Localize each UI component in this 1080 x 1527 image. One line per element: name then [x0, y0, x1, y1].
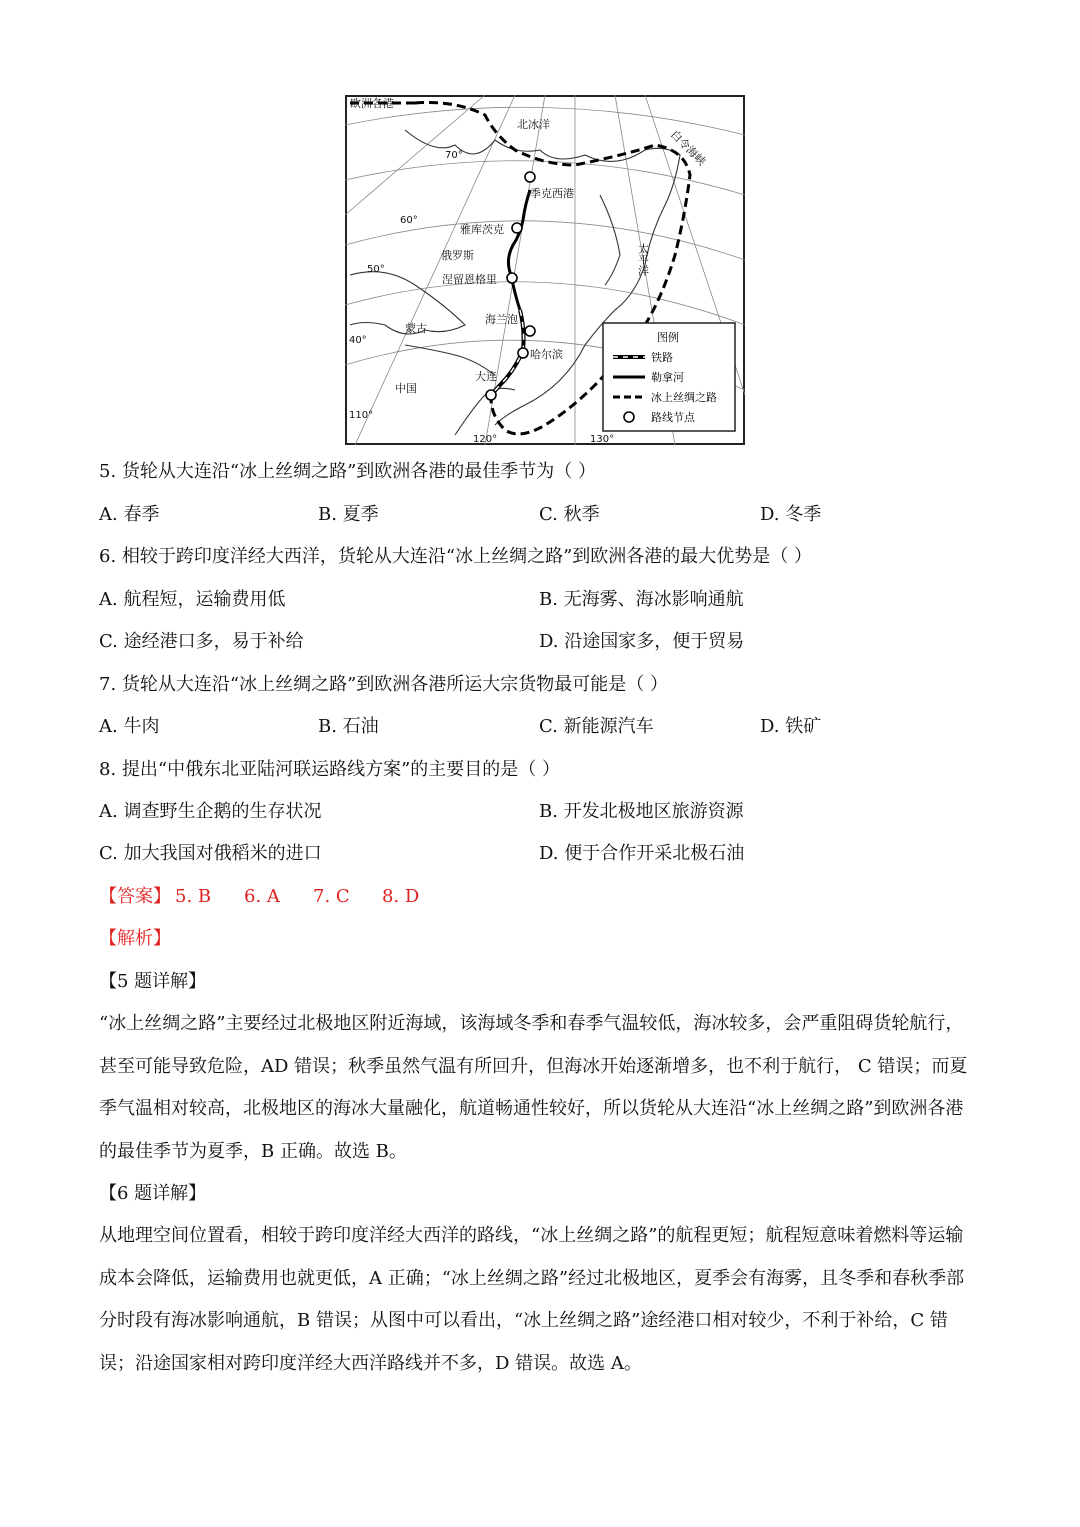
label-bering-strait: 白令海峡	[667, 127, 709, 169]
q8-option-d: D. 便于合作开采北极石油	[539, 843, 745, 864]
label-yakutsk: 雅库茨克	[460, 223, 504, 236]
label-mongolia: 蒙古	[405, 322, 427, 335]
map-legend	[603, 323, 735, 431]
answer-7: 7. C	[313, 886, 350, 907]
question-5-stem: 5. 货轮从大连沿“冰上丝绸之路”到欧洲各港的最佳季节为（ ）	[99, 461, 597, 482]
lon-120: 120°	[473, 434, 498, 445]
node-sabetta	[525, 172, 535, 182]
q6-option-d: D. 沿途国家多，便于贸易	[539, 631, 745, 652]
label-europe-ports: 欧洲各港	[350, 97, 394, 110]
lat-50: 50°	[367, 264, 385, 275]
question-8-stem: 8. 提出“中俄东北亚陆河联运路线方案”的主要目的是（ ）	[99, 759, 561, 780]
legend-ice-road: 冰上丝绸之路	[651, 391, 717, 404]
label-hailar: 海兰泡	[485, 313, 518, 326]
answer-5: 5. B	[175, 886, 212, 907]
detail-6-text: 从地理空间位置看，相较于跨印度洋经大西洋的路线，“冰上丝绸之路”的航程更短；航程短意味着燃料等运输成本会降低，运输费用也就更低，A 正确；“冰上丝绸之路”经过北极地区，夏季会有海雾，且冬季和春秋季部分时段有海冰影响通航，B 错误；从图中可以看出，“冰上丝绸之路”途经港口相对较少，不利于补给，C 错误；沿途国家相对跨印度洋经大西洋路线并不多，D 错误。故选 A。	[99, 1225, 965, 1374]
q6-option-a: A. 航程短，运输费用低	[99, 589, 286, 610]
legend-railway: 铁路	[651, 351, 673, 364]
q5-option-b: B. 夏季	[318, 504, 379, 525]
q6-option-b: B. 无海雾、海冰影响通航	[539, 589, 744, 610]
label-china: 中国	[395, 382, 417, 395]
lat-60: 60°	[400, 215, 418, 226]
legend-lena: 勒拿河	[651, 371, 684, 384]
legend-node: 路线节点	[651, 411, 695, 424]
q8-option-c: C. 加大我国对俄稻米的进口	[99, 843, 322, 864]
answer-6: 6. A	[244, 886, 280, 907]
detail-6-heading: 【6 题详解】	[99, 1183, 207, 1204]
label-dalian: 大连	[475, 370, 497, 383]
q5-option-d: D. 冬季	[760, 504, 822, 525]
q7-option-a: A. 牛肉	[99, 716, 160, 737]
answer-8: 8. D	[382, 886, 420, 907]
label-pacific: 太平洋	[636, 243, 650, 276]
label-harbin: 哈尔滨	[530, 348, 563, 361]
q7-option-d: D. 铁矿	[760, 716, 822, 737]
q8-option-b: B. 开发北极地区旅游资源	[539, 801, 744, 822]
lat-40: 40°	[349, 335, 367, 346]
label-sabetta: 季克西港	[530, 187, 574, 200]
lon-110: 110°	[349, 410, 374, 421]
q5-option-a: A. 春季	[99, 504, 160, 525]
label-arctic-ocean: 北冰洋	[517, 118, 550, 131]
q8-option-a: A. 调查野生企鹅的生存状况	[99, 801, 322, 822]
q5-option-c: C. 秋季	[539, 504, 600, 525]
question-6-stem: 6. 相较于跨印度洋经大西洋，货轮从大连沿“冰上丝绸之路”到欧洲各港的最大优势是（ ）	[99, 546, 813, 567]
route-map	[345, 95, 745, 445]
node-hailar	[525, 326, 535, 336]
analysis-label: 【解析】	[99, 928, 171, 949]
q6-option-c: C. 途经港口多，易于补给	[99, 631, 304, 652]
node-yakutsk	[512, 223, 522, 233]
lat-70: 70°	[445, 150, 463, 161]
label-russia: 俄罗斯	[441, 249, 474, 262]
detail-5-heading: 【5 题详解】	[99, 971, 207, 992]
q7-option-b: B. 石油	[318, 716, 379, 737]
node-harbin	[518, 348, 528, 358]
node-dalian	[486, 390, 496, 400]
answer-label: 【答案】	[99, 886, 171, 907]
q7-option-c: C. 新能源汽车	[539, 716, 654, 737]
detail-5-text: “冰上丝绸之路”主要经过北极地区附近海域，该海域冬季和春季气温较低，海冰较多，会严重阻碍货轮航行，甚至可能导致危险，AD 错误；秋季虽然气温有所回升，但海冰开始逐渐增多，也不利于航行， C 错误；而夏季气温相对较高，北极地区的海冰大量融化，航道畅通性较好，所以货轮从大连沿“冰上丝绸之路”到欧洲各港的最佳季节为夏季，B 正确。故选 B。	[99, 1013, 968, 1162]
question-7-stem: 7. 货轮从大连沿“冰上丝绸之路”到欧洲各港所运大宗货物最可能是（ ）	[99, 674, 669, 695]
lon-130: 130°	[590, 434, 615, 445]
legend-title: 图例	[657, 331, 679, 344]
node-blagoveshchensk	[507, 273, 517, 283]
label-blagoveshchensk: 涅留恩格里	[442, 273, 497, 286]
